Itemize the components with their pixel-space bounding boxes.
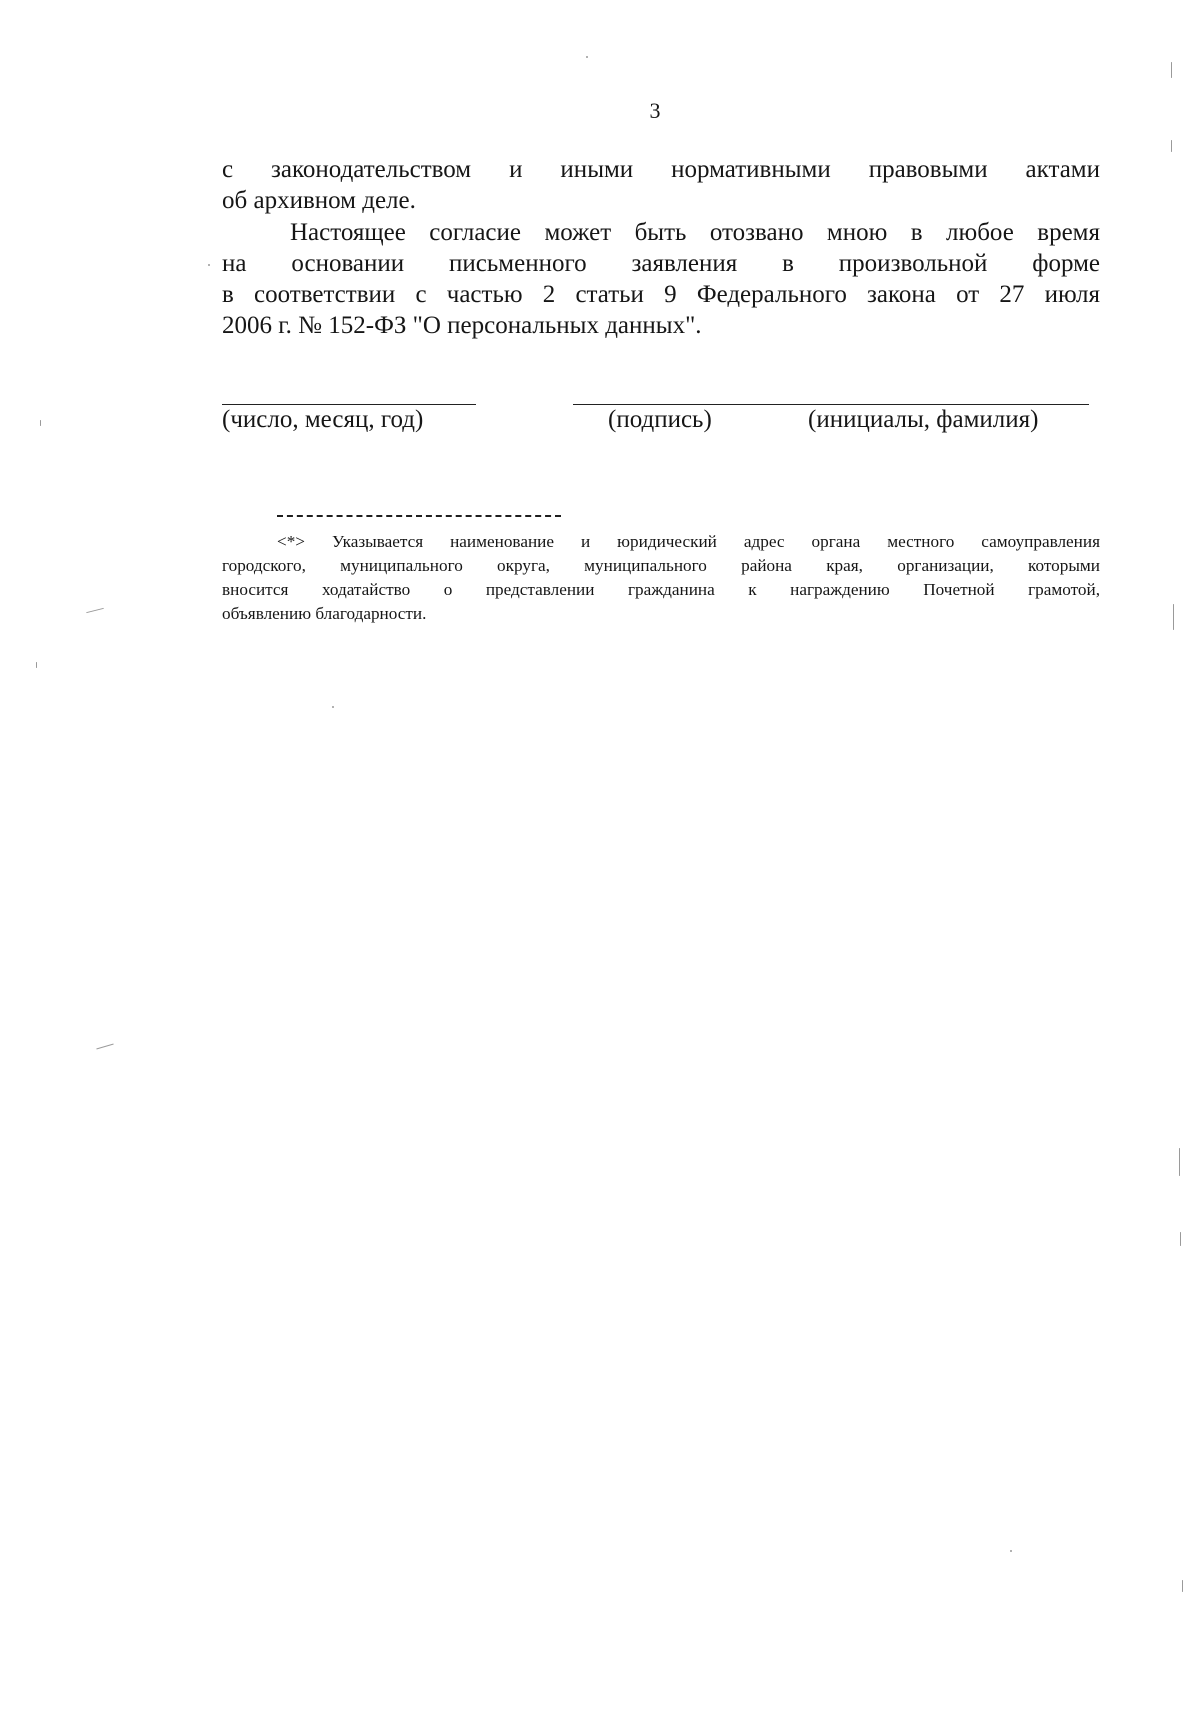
scan-artifact — [86, 608, 104, 613]
footnote — [222, 530, 1100, 626]
footnote-line: объявлению благодарности. — [222, 604, 427, 623]
scan-artifact — [586, 56, 588, 58]
paragraph-archive — [222, 154, 1100, 216]
scan-artifact — [1171, 140, 1172, 152]
page-number: 3 — [649, 98, 661, 123]
scan-artifact — [36, 662, 37, 668]
footnote-line: вносится ходатайство о представлении гражданина к награждению Почетной грамотой, — [222, 580, 1100, 599]
scan-artifact — [1179, 1148, 1180, 1176]
paragraph-line: 2006 г. № 152-ФЗ "О персональных данных". — [222, 312, 702, 339]
footnote-line: <*> Указывается наименование и юридический адрес органа местного самоуправления — [277, 532, 1100, 551]
footnote-line: городского, муниципального округа, муниципального района края, организации, которыми — [222, 556, 1100, 575]
paragraph-consent-withdrawal — [222, 217, 1100, 341]
paragraph-line: Настоящее согласие может быть отозвано мною в любое время — [290, 219, 1100, 246]
scan-artifact — [1180, 1232, 1181, 1246]
signature-name-line — [573, 404, 1089, 405]
paragraph-line: с законодательством и иными нормативными правовыми актами — [222, 156, 1100, 183]
scan-artifact — [1171, 62, 1172, 78]
scan-artifact — [1182, 1580, 1183, 1592]
scan-artifact — [1010, 1550, 1012, 1552]
name-caption: (инициалы, фамилия) — [808, 406, 1039, 433]
scan-artifact — [1173, 604, 1174, 630]
scan-artifact — [208, 264, 210, 266]
scan-artifact — [332, 706, 334, 708]
date-signature-line — [222, 404, 476, 405]
signature-caption: (подпись) — [608, 406, 712, 433]
footnote-separator — [277, 515, 561, 517]
paragraph-line: об архивном деле. — [222, 187, 416, 214]
paragraph-line: в соответствии с частью 2 статьи 9 Федерального закона от 27 июля — [222, 281, 1100, 308]
paragraph-line: на основании письменного заявления в произвольной форме — [222, 250, 1100, 277]
scan-artifact — [96, 1044, 114, 1050]
scan-artifact — [40, 420, 41, 426]
date-caption: (число, месяц, год) — [222, 406, 424, 433]
